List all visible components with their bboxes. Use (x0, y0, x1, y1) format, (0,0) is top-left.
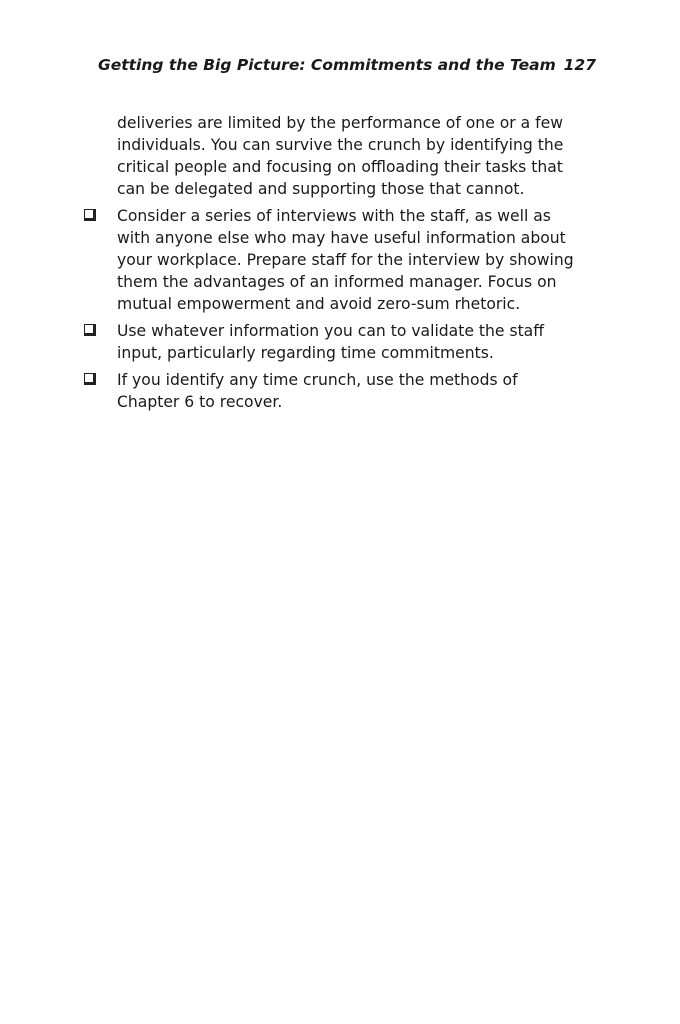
checklist (84, 205, 600, 413)
text-line: Use whatever information you can to validate the staff (117, 322, 544, 340)
text-line: deliveries are limited by the performance of one or a few (117, 114, 563, 132)
checklist-item (84, 320, 600, 364)
continued-paragraph (117, 112, 600, 200)
running-head (98, 53, 598, 77)
text-line: input, particularly regarding time commitments. (117, 344, 494, 362)
text-line: your workplace. Prepare staff for the interview by showing (117, 251, 574, 269)
body-text (84, 112, 600, 413)
text-line: with anyone else who may have useful information about (117, 229, 566, 247)
text-line: individuals. You can survive the crunch by identifying the (117, 136, 564, 154)
text-line: mutual empowerment and avoid zero-sum rhetoric. (117, 295, 521, 313)
text-line: Chapter 6 to recover. (117, 393, 283, 411)
checkbox-icon (84, 209, 96, 221)
checklist-item (84, 369, 600, 413)
checklist-item (84, 205, 600, 315)
checkbox-icon (84, 373, 96, 385)
text-line: Consider a series of interviews with the staff, as well as (117, 207, 551, 225)
text-line: can be delegated and supporting those that cannot. (117, 180, 525, 198)
page-number: 127 (563, 56, 596, 74)
checkbox-icon (84, 324, 96, 336)
running-head-title: Getting the Big Picture: Commitments and the Team (98, 56, 556, 74)
text-line: them the advantages of an informed manager. Focus on (117, 273, 557, 291)
text-line: critical people and focusing on offloading their tasks that (117, 158, 563, 176)
text-line: If you identify any time crunch, use the methods of (117, 371, 518, 389)
